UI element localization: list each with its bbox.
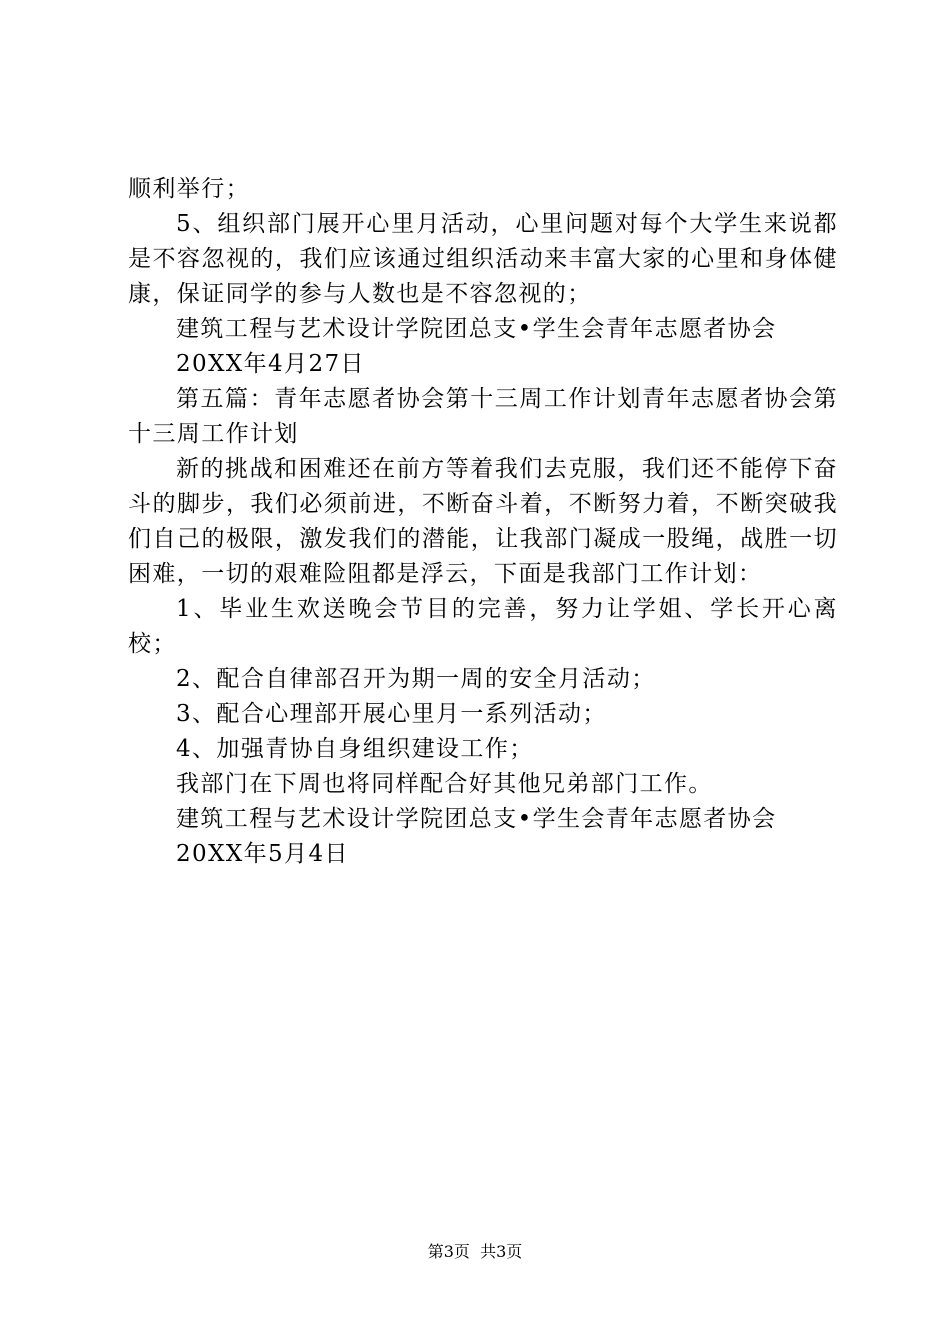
- list-item-2: 2、配合自律部召开为期一周的安全月活动；: [176, 666, 656, 692]
- list-item-1: 1、毕业生欢送晚会节目的完善，努力让学姐、学长开心离校；: [128, 596, 838, 657]
- page-footer: [0, 1242, 950, 1262]
- signature-date-2: 20XX年5月4日: [176, 841, 349, 867]
- list-item-3: 3、配合心理部开展心里月一系列活动；: [176, 701, 607, 727]
- signature-organization-2: 建筑工程与艺术设计学院团总支•学生会青年志愿者协会: [176, 806, 777, 832]
- document-body: [128, 172, 838, 872]
- paragraph-intro: 新的挑战和困难还在前方等着我们去克服，我们还不能停下奋斗的脚步，我们必须前进，不断奋斗着，不断努力着，不断突破我们自己的极限，激发我们的潜能，让我部门凝成一股绳，战胜一切困难，一切的艰难险阻都是浮云，下面是我部门工作计划：: [128, 456, 838, 587]
- list-item-4: 4、加强青协自身组织建设工作；: [176, 736, 534, 762]
- section-heading: 第五篇：青年志愿者协会第十三周工作计划青年志愿者协会第十三周工作计划: [128, 386, 838, 447]
- signature-organization: 建筑工程与艺术设计学院团总支•学生会青年志愿者协会: [176, 316, 777, 342]
- paragraph-item-5: 5、组织部门展开心里月活动，心里问题对每个大学生来说都是不容忽视的，我们应该通过组织活动来丰富大家的心里和身体健康，保证同学的参与人数也是不容忽视的；: [128, 211, 838, 307]
- page-number-label: 第3页 共3页: [427, 1242, 523, 1261]
- signature-date: 20XX年4月27日: [176, 351, 365, 377]
- paragraph-closing: 我部门在下周也将同样配合好其他兄弟部门工作。: [176, 771, 713, 797]
- paragraph-continuation: 顺利举行；: [128, 176, 250, 202]
